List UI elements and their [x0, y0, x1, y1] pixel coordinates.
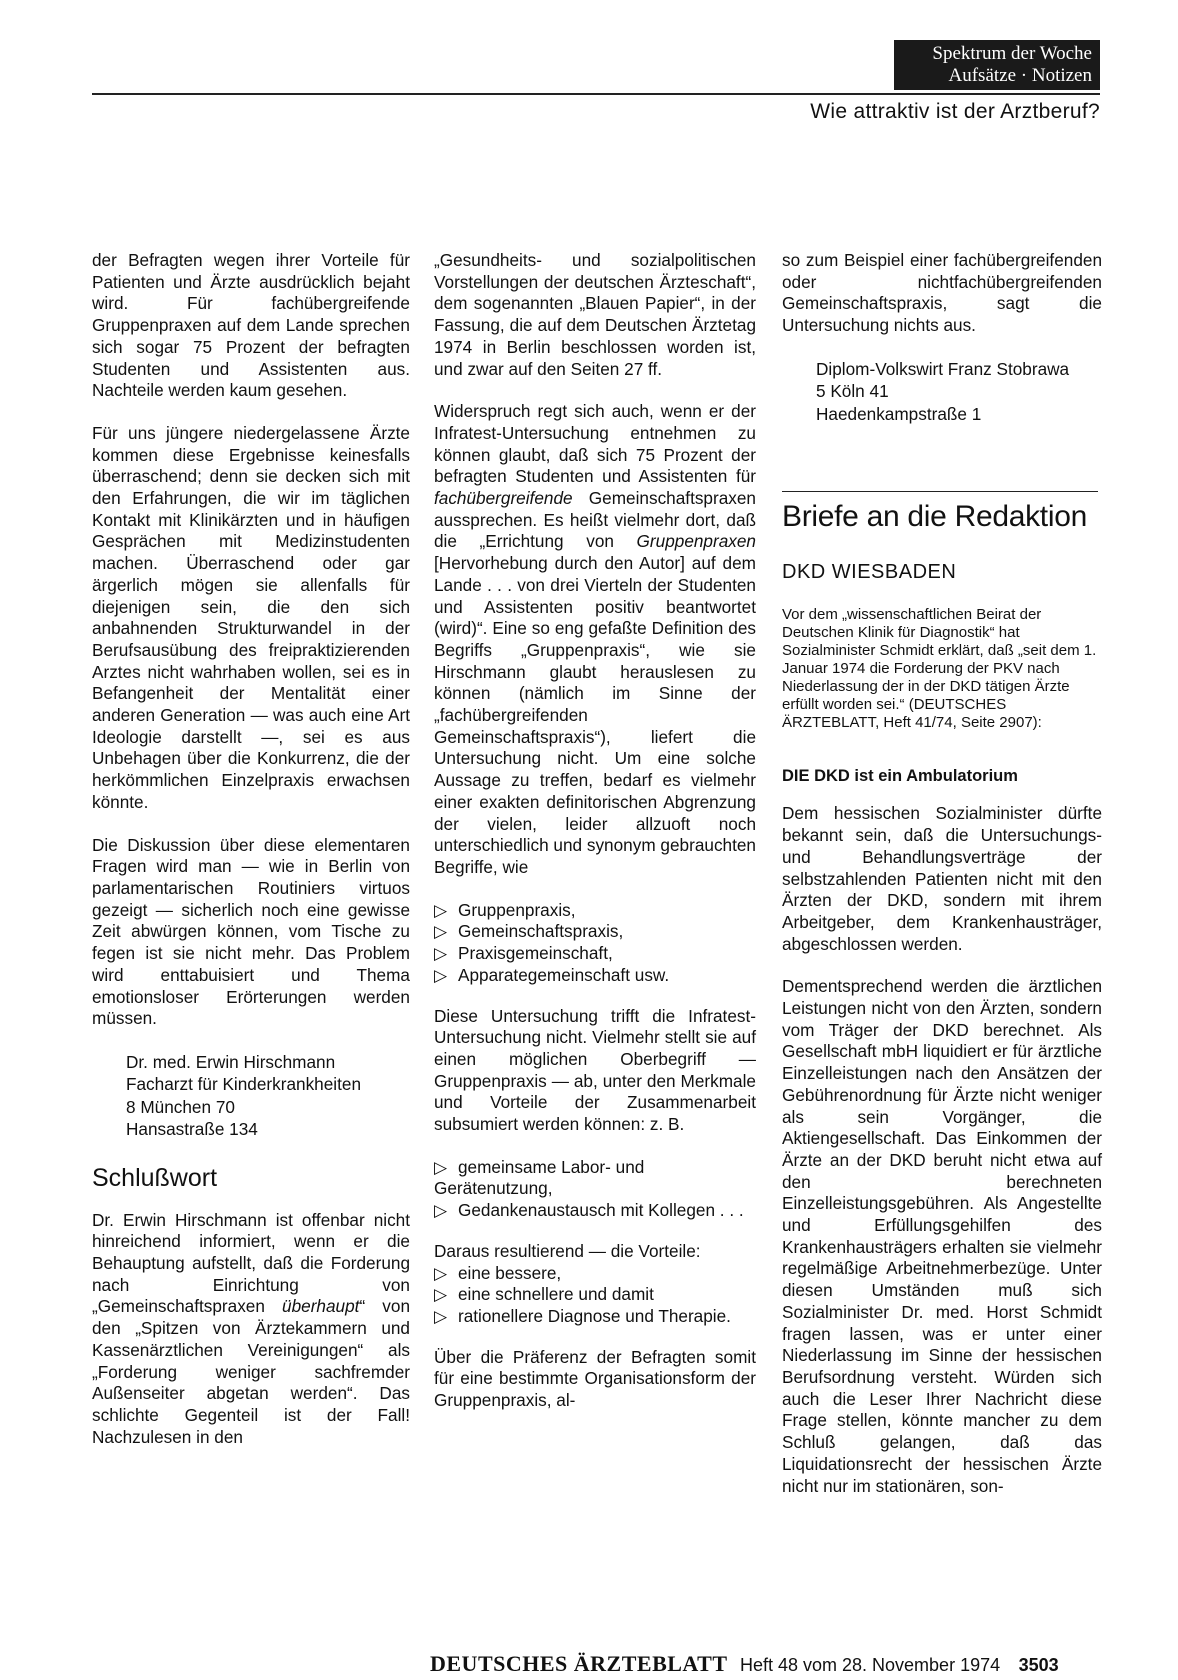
- triangle-right-icon: ▷: [434, 899, 448, 920]
- text-run: Gemeinschaftspraxen aussprechen. Es heißt vielmehr dort, daß die „Errichtung von: [434, 488, 756, 552]
- signature-line: 5 Köln 41: [816, 381, 889, 402]
- page-number: 3503: [1018, 1655, 1059, 1675]
- journal-name: DEUTSCHES ÄRZTEBLATT: [430, 1651, 728, 1676]
- emphasis: Gruppenpraxen: [636, 531, 756, 552]
- list-item: [434, 943, 756, 965]
- paragraph: Die Diskussion über diese elementaren Fragen wird man — wie in Berlin von parlamentarischen Routiniers virtuos gezeigt — sicherlich noch eine gewisse Zeit abwürgen können, vom Tische zu fegen ist sie nicht mehr. Das Problem wird enttabuisiert und Thema emotionsloser Erörterungen werden müssen.: [92, 834, 410, 1029]
- list-item-text: Praxisgemeinschaft,: [458, 943, 613, 964]
- emphasis: fachübergreifende: [434, 488, 573, 509]
- list-item: [434, 921, 756, 943]
- list-item-text: gemeinsame Labor- und Gerätenutzung,: [434, 1156, 645, 1199]
- text-run: Dr. Erwin Hirschmann ist offenbar nicht hinreichend informiert, wenn er die Behauptung aufstellt, daß die Forderung nach Einrichtung von „Gemeinschaftspraxen: [92, 1209, 410, 1317]
- paragraph: der Befragten wegen ihrer Vorteile für Patienten und Ärzte ausdrücklich bejaht wird. Für fachübergreifende Gruppenpraxen auf dem Lande sprechen sich sogar 75 Prozent der befragten Studenten und Assistenten aus. Nachteile werden kaum gesehen.: [92, 250, 410, 401]
- list-item-text: Gemeinschaftspraxis,: [458, 921, 624, 942]
- signature-line: Diplom-Volkswirt Franz Stobrawa: [816, 358, 1070, 379]
- section-label-line1: Spektrum der Woche: [932, 43, 1092, 64]
- column-3: [782, 250, 1102, 1497]
- header-rule: [92, 93, 1100, 95]
- page-footer: [430, 1651, 1059, 1677]
- list-item: [434, 1306, 756, 1328]
- triangle-right-icon: ▷: [434, 1262, 448, 1283]
- list-item: [434, 1157, 756, 1200]
- signature-line: Hansastraße 134: [126, 1119, 258, 1140]
- column-2: [434, 250, 756, 1412]
- signature-line: Facharzt für Kinderkrankheiten: [126, 1074, 362, 1095]
- triangle-right-icon: ▷: [434, 921, 448, 942]
- emphasis: überhaupt: [282, 1296, 360, 1317]
- paragraph: Über die Präferenz der Befragten somit für eine bestimmte Organisationsform der Gruppenpraxis, al-: [434, 1346, 756, 1411]
- letter-heading: DKD WIESBADEN: [782, 561, 957, 584]
- letter-title: DIE DKD ist ein Ambulatorium: [782, 766, 1018, 785]
- section-heading: Schlußwort: [92, 1163, 218, 1192]
- paragraph: Dem hessischen Sozialminister dürfte bekannt sein, daß die Untersuchungs- und Behandlungsverträge der selbstzahlenden Patienten nicht mit den Ärzten der DKD, sondern mit ihrem Arbeitgeber, dem Krankenhausträger, abgeschlossen werden.: [782, 803, 1102, 954]
- triangle-right-icon: ▷: [434, 1305, 448, 1326]
- triangle-right-icon: ▷: [434, 1200, 448, 1221]
- triangle-right-icon: ▷: [434, 1284, 448, 1305]
- paragraph: Diese Untersuchung trifft die Infratest-Untersuchung nicht. Vielmehr stellt sie auf einen möglichen Oberbegriff — Gruppenpraxis — ab, unter den Merkmale und Vorteile der Zusammenarbeit subsumiert werden können: z. B.: [434, 1005, 756, 1135]
- triangle-right-icon: ▷: [434, 943, 448, 964]
- list-item: [434, 1284, 756, 1306]
- letter-intro: Vor dem „wissenschaftlichen Beirat der Deutschen Klinik für Diagnostik“ hat Sozialminister Schmidt erklärt, daß „seit dem 1. Januar 1974 die Forderung der PKV nach Niederlassung der in der DKD tätigen Ärzte erfüllt worden sei.“ (DEUTSCHES ÄRZTEBLATT, Heft 41/74, Seite 2907):: [782, 605, 1097, 731]
- list-item-text: eine bessere,: [458, 1262, 562, 1283]
- section-heading: Briefe an die Redaktion: [782, 500, 1087, 534]
- signature-line: Haedenkampstraße 1: [816, 403, 982, 424]
- list-item: [434, 1200, 756, 1222]
- signature-block: [782, 358, 1102, 426]
- signature-line: 8 München 70: [126, 1096, 235, 1117]
- paragraph: [434, 401, 756, 878]
- paragraph: so zum Beispiel einer fachübergreifenden oder nichtfachübergreifenden Gemeinschaftspraxis, sagt die Untersuchung nichts aus.: [782, 250, 1102, 336]
- triangle-right-icon: ▷: [434, 964, 448, 985]
- list-item-text: Apparategemeinschaft usw.: [458, 964, 670, 985]
- text-run: Widerspruch regt sich auch, wenn er der Infratest-Untersuchung entnehmen zu können glaubt, daß sich 75 Prozent der befragten Studenten und Assistenten für: [434, 401, 756, 487]
- article-series-title: Wie attraktiv ist der Arztberuf?: [810, 100, 1100, 123]
- list-item-text: Gruppenpraxis,: [458, 899, 576, 920]
- text-run: [Hervorhebung durch den Autor] auf dem Lande . . . von drei Vierteln der Studenten und Assistenten positiv beantwortet (wird)“. Eine so eng gefaßte Definition des Begriffs „Gruppenpraxis“, wie sie Hirschmann glaubt herauslesen zu können (nämlich im Sinne der „fachübergreifenden Gemeinschaftspraxis“), liefert die Untersuchung nicht. Um eine solche Aussage zu treffen, bedarf es vielmehr einer exakten definitorischen Abgrenzung der vielen, leider allzuoft noch unterschiedlich und synonym gebrauchten Begriffe, wie: [434, 553, 756, 877]
- bullet-list: [434, 1157, 756, 1222]
- paragraph: Daraus resultierend — die Vorteile:: [434, 1240, 701, 1261]
- signature-block: [92, 1051, 410, 1141]
- paragraph: [92, 1210, 410, 1449]
- paragraph: Für uns jüngere niedergelassene Ärzte kommen diese Ergebnisse keinesfalls überraschend; denn sie decken sich mit den Erfahrungen, die wir im täglichen Kontakt mit Klinikärzten und in häufigen Gesprächen mit Medizinstudenten machen. Überraschend oder gar ärgerlich mögen sie allenfalls für diejenigen sein, die den sich anbahnenden Strukturwandel in der Berufsausübung des freipraktizierenden Arztes nicht wahrhaben wollen, sei es in Befangenheit der Mentalität einer anderen Generation — was auch eine Art Ideologie darstellt —, sei es aus Unbehagen über die Konkurrenz, die der herkömmlichen Einzelpraxis erwachsen könnte.: [92, 422, 410, 812]
- list-item-text: rationellere Diagnose und Therapie.: [458, 1305, 731, 1326]
- section-rule: [782, 491, 1098, 492]
- bullet-list: [434, 1263, 756, 1328]
- section-label-box: [894, 40, 1100, 90]
- text-run: “ von den „Spitzen von Ärztekammern und Kassenärztlichen Vereinigungen“ als „Forderung weniger sachfremder Außenseiter abgetan werden“. Das schlichte Gegenteil ist der Fall! Nachzulesen in den: [92, 1296, 410, 1447]
- issue-info: Heft 48 vom 28. November 1974: [739, 1655, 1001, 1675]
- section-label-line2: Aufsätze · Notizen: [948, 65, 1092, 86]
- bullet-list: [434, 900, 756, 987]
- column-1: [92, 250, 410, 1448]
- list-item-text: eine schnellere und damit: [458, 1284, 654, 1305]
- list-item: [434, 965, 756, 987]
- list-item: [434, 1263, 756, 1285]
- signature-line: Dr. med. Erwin Hirschmann: [126, 1051, 336, 1072]
- triangle-right-icon: ▷: [434, 1156, 448, 1177]
- list-item-text: Gedankenaustausch mit Kollegen . . .: [458, 1200, 744, 1221]
- list-item: [434, 900, 756, 922]
- paragraph: „Gesundheits- und sozialpolitischen Vorstellungen der deutschen Ärzteschaft“, dem sogenannten „Blauen Papier“, in der Fassung, die auf dem Deutschen Ärztetag 1974 in Berlin beschlossen worden ist, und zwar auf den Seiten 27 ff.: [434, 250, 756, 379]
- paragraph: Dementsprechend werden die ärztlichen Leistungen nicht von den Ärzten, sondern vom Träger der DKD berechnet. Als Gesellschaft mbH liquidiert er für ärztliche Einzelleistungen nach den Ansätzen der Gebührenordnung für Ärzte nicht weniger als sein Vorgänger, die Aktiengesellschaft. Das Einkommen der Ärzte an der DKD beruht nicht etwa auf den berechneten Einzelleistungsgebühren. Als Angestellte und Erfüllungsgehilfen des Krankenhausträgers erhalten sie vielmehr regelmäßige Arbeitnehmerbezüge. Unter diesen Umständen muß sich Sozialminister Dr. med. Horst Schmidt fragen lassen, was er unter einer Niederlassung im Sinne der hessischen Berufsordnung versteht. Würden sich auch die Leser Ihrer Nachricht diese Frage stellen, könnte mancher zu dem Schluß gelangen, daß das Liquidationsrecht der hessischen Ärzte nicht nur im stationären, son-: [782, 976, 1102, 1496]
